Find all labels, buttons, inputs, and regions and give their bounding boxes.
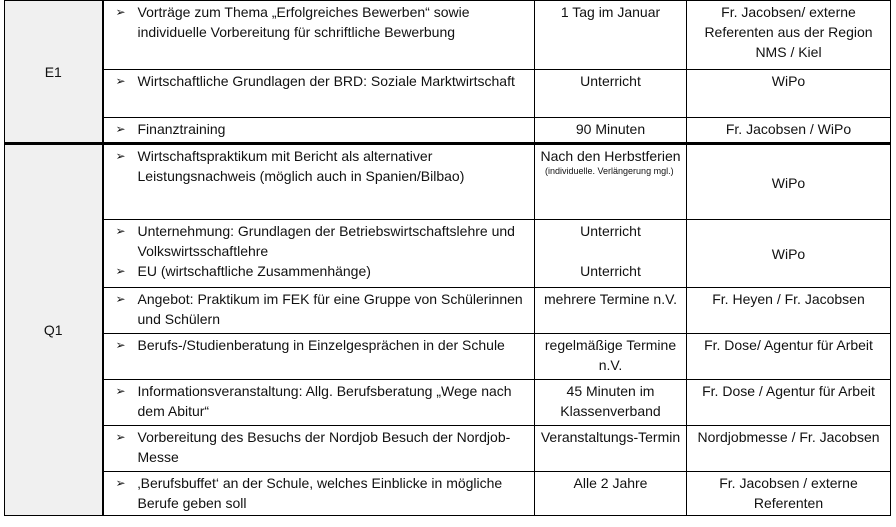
responsible-cell: WiPo xyxy=(687,70,891,118)
responsible-cell: Nordjobmesse / Fr. Jacobsen xyxy=(687,426,891,472)
arrow-bullet-icon: ➢ xyxy=(115,292,126,306)
time-cell: Unterricht xyxy=(535,70,687,118)
time-note: (individuelle. Verlängerung mgl.) xyxy=(545,166,674,176)
activity-text: Unternehmung: Grundlagen der Betriebswirtschaftslehre und Volkswirtsschaftlehre xyxy=(137,223,515,259)
arrow-bullet-icon: ➢ xyxy=(115,224,126,238)
time-cell: 90 Minuten xyxy=(535,118,687,144)
responsible-cell: WiPo xyxy=(687,144,891,220)
table-row xyxy=(5,334,891,380)
arrow-bullet-icon: ➢ xyxy=(115,264,126,278)
activity-text: Vorbereitung des Besuchs der Nordjob Besuch der Nordjob-Messe xyxy=(137,429,511,465)
arrow-bullet-icon: ➢ xyxy=(115,338,126,352)
arrow-bullet-icon: ➢ xyxy=(115,430,126,444)
table-row xyxy=(5,380,891,426)
activity-text: Wirtschaftspraktikum mit Bericht als alternativer Leistungsnachweis (möglich auch in Spanien/Bilbao) xyxy=(137,148,465,184)
activity-text: Vorträge zum Thema „Erfolgreiches Bewerben“ sowie individuelle Vorbereitung für schriftliche Bewerbung xyxy=(137,4,470,40)
responsible-cell: Fr. Dose/ Agentur für Arbeit xyxy=(687,334,891,380)
table-row xyxy=(5,144,891,220)
activity-text: Wirtschaftliche Grundlagen der BRD: Soziale Marktwirtschaft xyxy=(137,73,515,89)
time-cell: Nach den Herbstferien xyxy=(540,148,681,164)
time-cell: Veranstaltungs-Termin xyxy=(535,426,687,472)
arrow-bullet-icon: ➢ xyxy=(115,5,126,19)
time-cell: Unterricht xyxy=(580,223,641,239)
time-cell: 1 Tag im Januar xyxy=(535,1,687,70)
arrow-bullet-icon: ➢ xyxy=(115,149,126,163)
table-row xyxy=(5,1,891,70)
activity-text: ‚Berufsbuffet‘ an der Schule, welches Einblicke in mögliche Berufe geben soll xyxy=(137,475,503,511)
table-row xyxy=(5,70,891,118)
group-label-e1: E1 xyxy=(5,1,103,144)
time-cell: regelmäßige Termine n.V. xyxy=(535,334,687,380)
arrow-bullet-icon: ➢ xyxy=(115,122,126,136)
arrow-bullet-icon: ➢ xyxy=(115,476,126,490)
table-row xyxy=(5,288,891,334)
time-cell: 45 Minuten im Klassenverband xyxy=(535,380,687,426)
responsible-cell: Fr. Jacobsen / externe Referenten xyxy=(687,472,891,516)
table-row xyxy=(5,426,891,472)
responsible-cell: Fr. Jacobsen/ externe Referenten aus der Region NMS / Kiel xyxy=(687,1,891,70)
activity-text: Angebot: Praktikum im FEK für eine Gruppe von Schülerinnen und Schülern xyxy=(137,291,523,327)
responsible-cell: WiPo xyxy=(687,220,891,288)
time-cell: Alle 2 Jahre xyxy=(535,472,687,516)
arrow-bullet-icon: ➢ xyxy=(115,74,126,88)
responsible-cell: Fr. Jacobsen / WiPo xyxy=(687,118,891,144)
arrow-bullet-icon: ➢ xyxy=(115,384,126,398)
activity-text: Finanztraining xyxy=(137,121,226,137)
activity-text: Informationsveranstaltung: Allg. Berufsberatung „Wege nach dem Abitur“ xyxy=(137,383,512,419)
group-label-q1: Q1 xyxy=(5,144,103,516)
career-table xyxy=(4,0,891,516)
activity-text: Berufs-/Studienberatung in Einzelgesprächen in der Schule xyxy=(137,337,505,353)
time-cell: mehrere Termine n.V. xyxy=(535,288,687,334)
responsible-cell: Fr. Heyen / Fr. Jacobsen xyxy=(687,288,891,334)
responsible-cell: Fr. Dose / Agentur für Arbeit xyxy=(687,380,891,426)
activity-text: EU (wirtschaftliche Zusammenhänge) xyxy=(137,263,371,279)
table-row xyxy=(5,118,891,144)
time-cell-second: Unterricht xyxy=(580,263,641,279)
table-row xyxy=(5,220,891,288)
table-row xyxy=(5,472,891,516)
